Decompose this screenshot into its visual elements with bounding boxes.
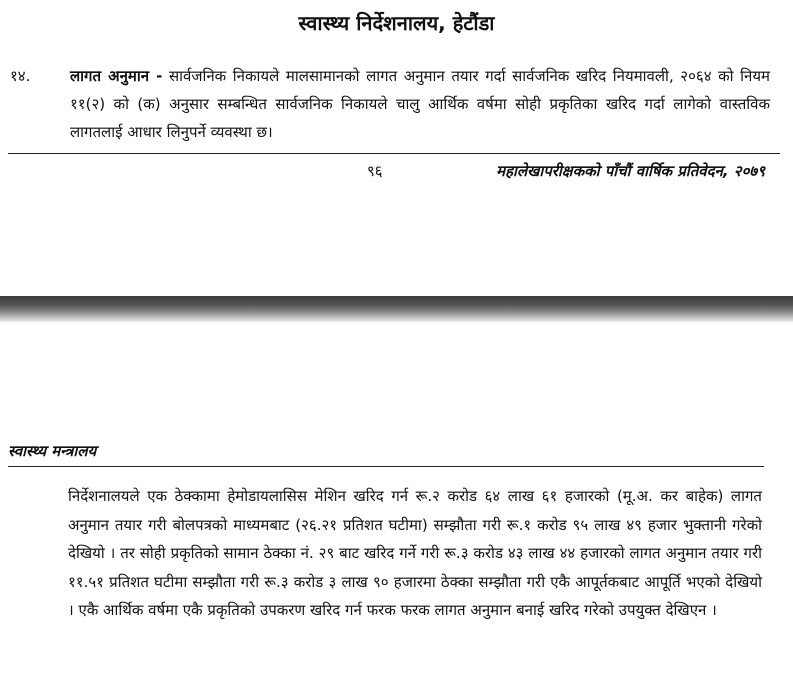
page-break-divider — [0, 296, 793, 322]
section-title: स्वास्थ्य निर्देशनालय, हेटौंडा — [298, 11, 495, 35]
item-paragraph — [70, 62, 770, 146]
page-number: ९६ — [367, 162, 383, 180]
footer-divider — [8, 153, 780, 154]
upper-page — [0, 0, 793, 296]
ministry-header: स्वास्थ्य मन्त्रालय — [8, 442, 97, 460]
item-number: १४. — [10, 67, 31, 85]
item-text: सार्वजनिक निकायले मालसामानको लागत अनुमान तयार गर्दा सार्वजनिक खरिद नियमावली, २०६४ को नियम ११(२) को (क) अनुसार सम्बन्धित सार्वजनिक निकायले चालु आर्थिक वर्षमा सोही प्रकृतिका खरिद गर्दा लागेको वास्तविक लागतलाई आधार लिनुपर्ने व्यवस्था छ। — [70, 67, 770, 141]
report-title-footer: महालेखापरीक्षकको पाँचौं वार्षिक प्रतिवेदन, २०७९ — [496, 162, 765, 180]
header-divider — [8, 466, 764, 467]
item-heading: लागत अनुमान - — [70, 67, 163, 85]
body-paragraph: निर्देशनालयले एक ठेक्कामा हेमोडायलासिस मेशिन खरिद गर्न रू.२ करोड ६४ लाख ६१ हजारको (मू.अ. कर बाहेक) लागत अनुमान तयार गरी बोलपत्रको माध्यमबाट (२६.२१ प्रतिशत घटीमा) सम्झौता गरी रू.१ करोड ९५ लाख ४९ हजार भुक्तानी गरेको देखियो । तर सोही प्रकृतिको सामान ठेक्का नं. २९ बाट खरिद गर्ने गरी रू.३ करोड ४३ लाख ४४ हजारको लागत अनुमान तयार गरी ११.५१ प्रतिशत घटीमा सम्झौता गरी रू.३ करोड ३ लाख ९० हजारमा ठेक्का सम्झौता गरी एकै आपूर्तकबाट आपूर्ति भएको देखियो । एकै आर्थिक वर्षमा एकै प्रकृतिको उपकरण खरिद गर्न फरक फरक लागत अनुमान बनाई खरिद गरेको उपयुक्त देखिएन । — [68, 487, 762, 619]
